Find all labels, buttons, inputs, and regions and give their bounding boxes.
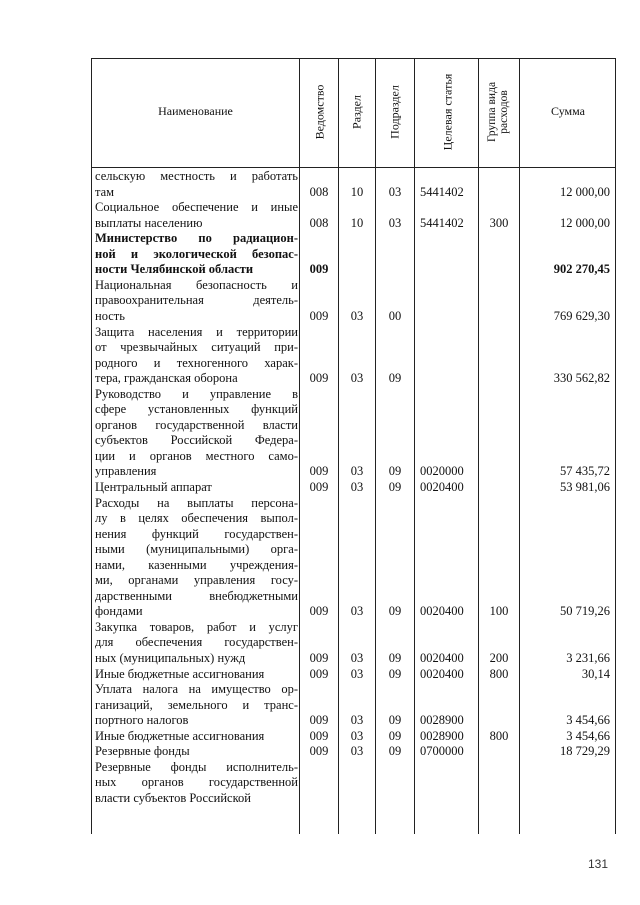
row-name-line: власти субъектов Российской bbox=[95, 790, 251, 805]
row-name-line: ности Челябинской области bbox=[95, 262, 254, 277]
row-name-line: Иные бюджетные ассигнования bbox=[95, 666, 265, 681]
row-summa: 3 454,66 bbox=[566, 728, 610, 743]
row-vedomstvo: 009 bbox=[309, 651, 329, 666]
row-vedomstvo: 009 bbox=[309, 744, 329, 759]
row-name-line: нами, казенными учреждения- bbox=[95, 557, 298, 572]
row-name-line: фондами bbox=[95, 604, 143, 619]
row-name-line: ции и органов местного само- bbox=[95, 448, 298, 463]
row-podrazdel: 09 bbox=[388, 728, 402, 743]
page-number: 131 bbox=[588, 857, 609, 871]
row-gruppa: 300 bbox=[489, 215, 509, 230]
row-summa: 18 729,29 bbox=[560, 744, 610, 759]
row-name-line: родного и техногенного харак- bbox=[95, 355, 298, 370]
row-summa: 3 231,66 bbox=[566, 651, 610, 666]
row-gruppa: 800 bbox=[489, 666, 509, 681]
row-razdel: 03 bbox=[350, 480, 364, 494]
row-vedomstvo: 009 bbox=[309, 371, 329, 386]
row-name-line: ными (муниципальными) орга- bbox=[95, 542, 298, 557]
row-razdel: 03 bbox=[350, 651, 364, 666]
row-name-line: управления bbox=[95, 464, 157, 479]
row-name-line: субъектов Российской Федера- bbox=[95, 433, 298, 448]
row-celevaya: 0028900 bbox=[420, 728, 464, 743]
row-razdel: 03 bbox=[350, 744, 364, 759]
row-summa: 50 719,26 bbox=[560, 604, 610, 619]
row-vedomstvo: 009 bbox=[309, 262, 329, 277]
row-podrazdel: 09 bbox=[388, 713, 402, 728]
row-name-line: Руководство и управление в bbox=[95, 386, 298, 401]
row-celevaya: 0028900 bbox=[420, 713, 464, 728]
row-podrazdel: 03 bbox=[388, 215, 402, 230]
row-name-line: нения функций государствен- bbox=[95, 526, 298, 541]
row-summa: 769 629,30 bbox=[553, 308, 610, 323]
row-name-line: Резервные фонды bbox=[95, 744, 190, 759]
row-name-line: Центральный аппарат bbox=[95, 480, 212, 494]
row-podrazdel: 09 bbox=[388, 464, 402, 479]
row-razdel: 03 bbox=[350, 728, 364, 743]
row-name-line: ных (муниципальных) нужд bbox=[95, 651, 246, 666]
row-summa: 12 000,00 bbox=[560, 184, 610, 199]
row-razdel: 03 bbox=[350, 371, 364, 386]
row-razdel: 03 bbox=[350, 604, 364, 619]
row-podrazdel: 09 bbox=[388, 744, 402, 759]
row-vedomstvo: 008 bbox=[309, 215, 329, 230]
row-podrazdel: 09 bbox=[388, 480, 402, 494]
row-celevaya: 0020400 bbox=[420, 604, 464, 619]
row-name-line: органов государственной власти bbox=[95, 417, 298, 432]
row-razdel: 10 bbox=[350, 184, 364, 199]
row-name-line: лу в целях обеспечения выпол- bbox=[95, 511, 298, 526]
row-vedomstvo: 009 bbox=[309, 666, 329, 681]
row-name-line: ной и экологической безопас- bbox=[95, 246, 298, 261]
header-vedomstvo: Ведомство bbox=[312, 84, 327, 140]
row-razdel: 10 bbox=[350, 215, 364, 230]
header-razdel: Раздел bbox=[349, 95, 364, 129]
header-gruppa-line2: расходов bbox=[498, 90, 510, 134]
row-name-line: Национальная безопасность и bbox=[95, 277, 298, 292]
row-name-line: Резервные фонды исполнитель- bbox=[95, 759, 298, 774]
row-name-line: ми, органами управления госу- bbox=[95, 573, 298, 588]
row-razdel: 03 bbox=[350, 464, 364, 479]
row-name-line: выплаты населению bbox=[95, 215, 203, 230]
row-celevaya: 0700000 bbox=[420, 744, 464, 759]
row-celevaya: 0020000 bbox=[420, 464, 464, 479]
row-vedomstvo: 009 bbox=[309, 308, 329, 323]
row-vedomstvo: 009 bbox=[309, 604, 329, 619]
row-summa: 57 435,72 bbox=[560, 464, 610, 479]
row-name-line: дарственными внебюджетными bbox=[95, 588, 298, 603]
row-gruppa: 100 bbox=[489, 604, 509, 619]
row-celevaya: 0020400 bbox=[420, 480, 464, 494]
header-celevaya: Целевая статья bbox=[440, 73, 455, 151]
row-summa: 3 454,66 bbox=[566, 713, 610, 728]
row-razdel: 03 bbox=[350, 666, 364, 681]
row-podrazdel: 03 bbox=[388, 184, 402, 199]
row-name-line: ность bbox=[95, 308, 125, 323]
row-name-line: Защита населения и территории bbox=[95, 324, 298, 339]
row-celevaya: 0020400 bbox=[420, 651, 464, 666]
row-vedomstvo: 009 bbox=[309, 480, 329, 494]
header-gruppa bbox=[486, 82, 510, 142]
row-name-line: Социальное обеспечение и иные bbox=[95, 200, 298, 215]
row-name-line: портного налогов bbox=[95, 713, 189, 728]
row-summa: 12 000,00 bbox=[560, 215, 610, 230]
row-podrazdel: 00 bbox=[388, 308, 402, 323]
row-celevaya: 5441402 bbox=[420, 215, 464, 230]
row-name-line: сфере установленных функций bbox=[95, 402, 298, 417]
header-podrazdel: Подраздел bbox=[387, 85, 402, 139]
row-podrazdel: 09 bbox=[388, 604, 402, 619]
row-podrazdel: 09 bbox=[388, 666, 402, 681]
row-razdel: 03 bbox=[350, 308, 364, 323]
row-vedomstvo: 009 bbox=[309, 728, 329, 743]
row-celevaya: 0020400 bbox=[420, 666, 464, 681]
row-name-line: Расходы на выплаты персона- bbox=[95, 495, 298, 510]
row-summa: 330 562,82 bbox=[553, 371, 610, 386]
header-summa: Сумма bbox=[551, 104, 585, 118]
row-vedomstvo: 009 bbox=[309, 713, 329, 728]
row-celevaya: 5441402 bbox=[420, 184, 464, 199]
row-vedomstvo: 008 bbox=[309, 184, 329, 199]
row-summa: 53 981,06 bbox=[560, 480, 610, 494]
row-name-line: Министерство по радиацион- bbox=[95, 231, 298, 246]
row-name-line: для обеспечения государствен- bbox=[95, 635, 298, 650]
row-name-line: Уплата налога на имущество ор- bbox=[95, 682, 298, 697]
header-name: Наименование bbox=[158, 104, 233, 118]
row-summa: 30,14 bbox=[581, 666, 610, 681]
row-name-line: правоохранительная деятель- bbox=[95, 293, 298, 308]
row-name-line: Закупка товаров, работ и услуг bbox=[95, 619, 298, 634]
row-razdel: 03 bbox=[350, 713, 364, 728]
row-podrazdel: 09 bbox=[388, 651, 402, 666]
row-vedomstvo: 009 bbox=[309, 464, 329, 479]
row-gruppa: 800 bbox=[489, 728, 509, 743]
row-name-line: сельскую местность и работать bbox=[95, 169, 298, 183]
row-gruppa: 200 bbox=[489, 651, 509, 666]
row-name-line: от чрезвычайных ситуаций при- bbox=[95, 340, 298, 355]
row-name-line: тера, гражданская оборона bbox=[95, 371, 238, 386]
row-name-line: там bbox=[95, 184, 115, 199]
row-name-line: ных органов государственной bbox=[95, 775, 298, 790]
row-name-line: Иные бюджетные ассигнования bbox=[95, 728, 265, 743]
header-gruppa-line1: Группа вида bbox=[486, 81, 498, 143]
row-summa: 902 270,45 bbox=[553, 262, 610, 277]
row-podrazdel: 09 bbox=[388, 371, 402, 386]
row-name-line: ганизаций, земельного и транс- bbox=[95, 697, 298, 712]
